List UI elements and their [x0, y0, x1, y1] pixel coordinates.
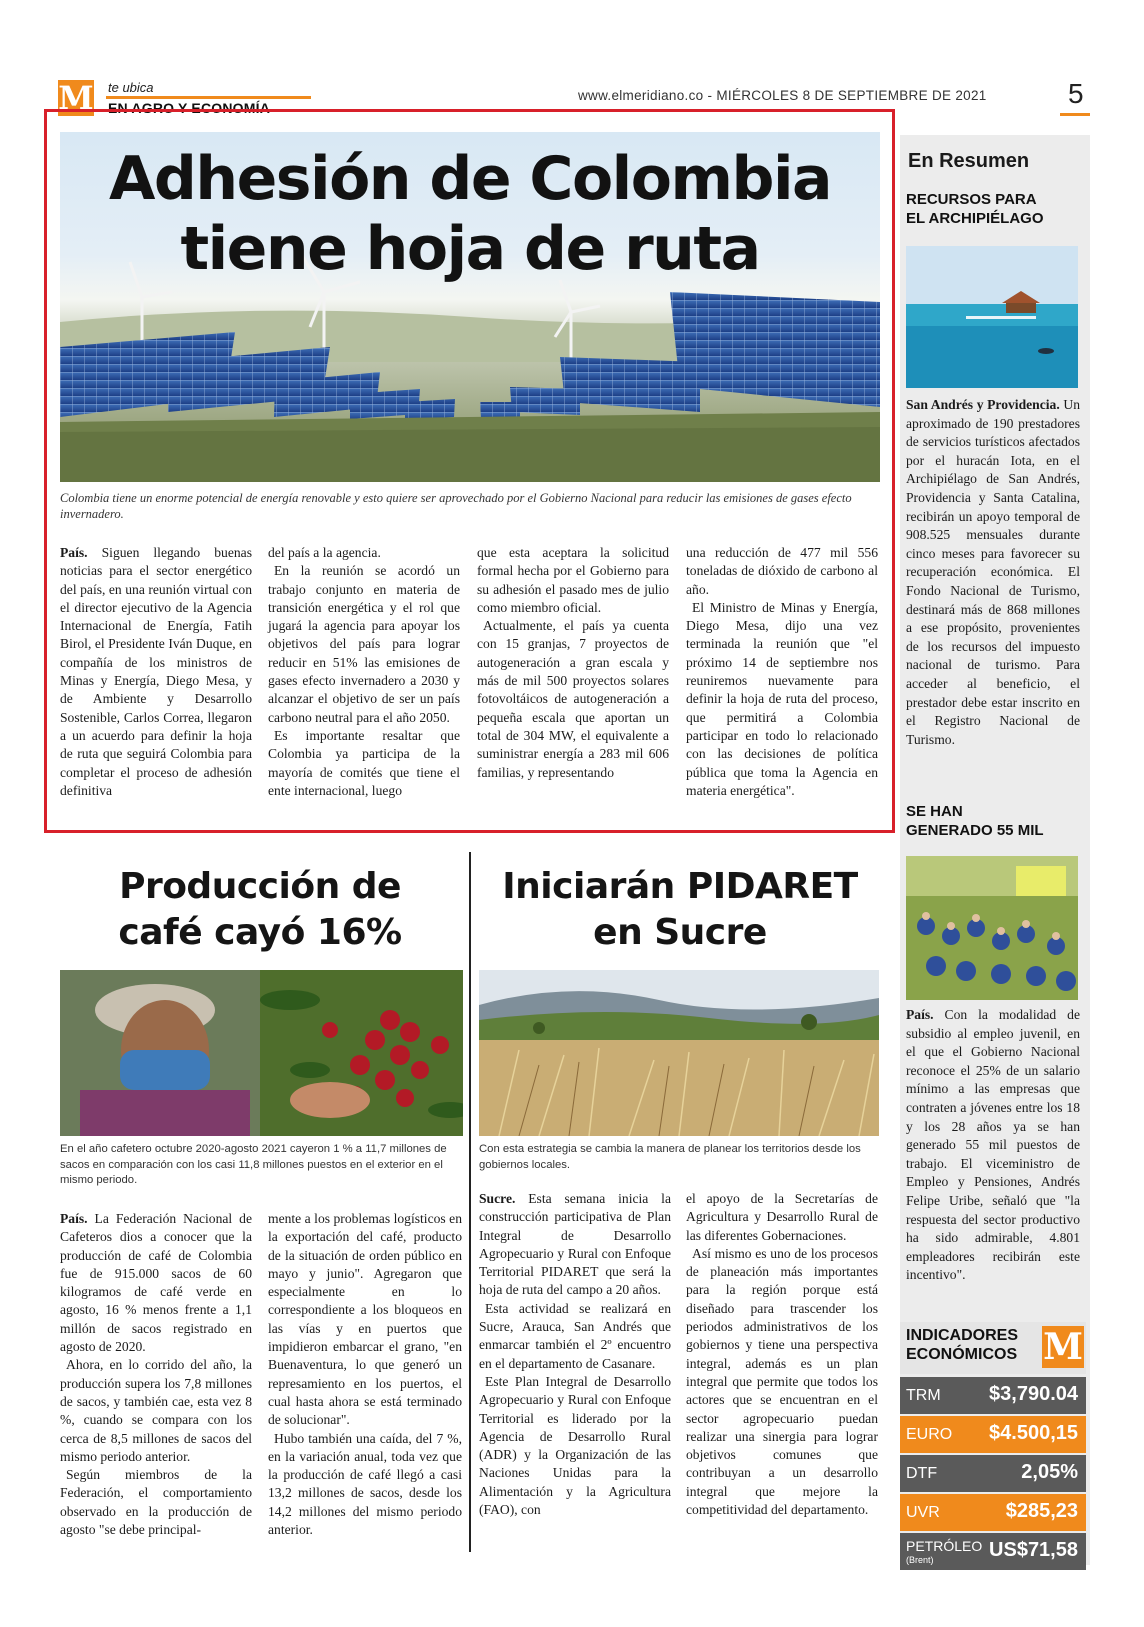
- lead-col4-para2: El Ministro de Minas y Energía, Diego Mesa, dijo una vez terminada la reunión que "el próximo 14 de septiembre nos reuniremos nuevamente para definir la hoja de ruta del proceso, que permitirá a Colombia participar en todo lo relacionado con las decisiones de política pública que toma la Agencia en materia energética".: [686, 599, 878, 798]
- sea-illustration: [906, 246, 1078, 388]
- coffee-col1-text: La Federación Nacional de Cafeteros dios a conocer que la producción de café de Colombia fue de 915.000 sacos de 60 kilogramos de café verde en agosto, 16 % menos frente a 1,1 millón de sacos registrado en agosto de 2020.: [60, 1211, 252, 1355]
- coffee-col1-para3: Según miembros de la Federación, el comportamiento observado en la producción de agosto "se debe principal-: [60, 1467, 252, 1538]
- lead-dateline: País.: [60, 545, 88, 560]
- sidebar-item1-headline: [906, 190, 1044, 228]
- coffee-headline: [60, 864, 460, 956]
- indicator-trm: [900, 1377, 1086, 1414]
- indicator-value: $285,23: [1005, 1500, 1078, 1522]
- column-separator: [469, 852, 471, 1552]
- pidaret-headline-line2: en Sucre: [593, 912, 767, 953]
- indicator-value: $3,790.04: [989, 1383, 1078, 1405]
- indicator-sublabel: (Brent): [906, 1555, 934, 1565]
- coffee-headline-line1: Producción de: [119, 866, 401, 907]
- san-andres-photo: [906, 246, 1078, 388]
- highlight-frame: [44, 109, 895, 833]
- indicators-title-line2: ECONÓMICOS: [906, 1346, 1018, 1363]
- landscape-illustration: [479, 970, 879, 1136]
- pidaret-headline: [480, 864, 880, 956]
- indicators-title: [906, 1326, 1018, 1364]
- section-title: EN AGRO Y ECONOMÍA: [108, 100, 271, 116]
- brand-logo: M: [58, 79, 94, 117]
- sidebar-item2-head-line1: SE HAN: [906, 803, 963, 820]
- coffee-col1-para2: Ahora, en lo corrido del año, la producción supera los 7,8 millones de sacos, y también cae, esta vez 8 %, cuando se compara con los cerca de 8,5 millones de sacos del mismo periodo anterior.: [60, 1357, 252, 1464]
- sidebar-item2-head-line2: GENERADO 55 MIL: [906, 822, 1044, 839]
- lead-col2-para2: En la reunión se acordó un trabajo conjunto en materia de transición energética y el rol que jugará la agencia para apoyar los objetivos del país para lograr reducir en 51% las emisiones de gases efecto invernadero a 2030 y alcanzar el objetivo de ser un país carbono neutral para el año 2050.: [268, 563, 460, 725]
- pidaret-column-1: [479, 1190, 671, 1519]
- indicator-label: TRM: [906, 1387, 941, 1404]
- sidebar-item1-dateline: San Andrés y Providencia.: [906, 397, 1060, 412]
- section-tagline: te ubica: [108, 80, 154, 95]
- coffee-col2-para1: mente a los problemas logísticos en la exportación del café, producto de la situación de orden público en mayo y junio". Agregaron que especialmente en lo correspondiente a los bloqueos en las vías y en puertos que impidieron embarcar el grano, "en Buenaventura, lo que generó un represamiento en los puertos, el cual hasta ahora se está terminado de solucionar".: [268, 1211, 462, 1428]
- lead-col3-para2: Actualmente, el país ya cuenta con 15 granjas, 7 proyectos de autogeneración a gran escala y más de mil 500 proyectos solares fotovoltáicos de autogeneración a pequeña escala que aportan un total de 304 MW, el equivalente a suministrar energía a 283 mil 606 familias, y representando: [477, 618, 669, 780]
- indicator-value: 2,05%: [1021, 1461, 1078, 1483]
- lead-col3-para1: que esta aceptara la solicitud formal hecha por el Gobierno para su adhesión el pasado mes de julio como miembro oficial.: [477, 545, 669, 615]
- lead-col1-text: Siguen llegando buenas noticias para el sector energético del país, en una reunión virtual con el director ejecutivo de la Agencia Internacional de Energía, Fatih Birol, el Presidente Iván Duque, en compañía de los ministros de Minas y Energía, Diego Mesa, y de Ambiente y Desarrollo Sostenible, Carlos Correa, llegaron a un acuerdo para definir la hoja de ruta que seguirá Colombia para completar el proceso de adhesión definitiva: [60, 545, 252, 798]
- indicators-logo: M: [1043, 1326, 1083, 1368]
- pidaret-dateline: Sucre.: [479, 1191, 516, 1206]
- sidebar-item1-head-line1: RECURSOS PARA: [906, 191, 1037, 208]
- lead-col2-para3: Es importante resaltar que Colombia ya participa de la mayoría de comités que tiene el ente internacional, luego: [268, 727, 460, 798]
- pidaret-column-2: [686, 1190, 878, 1519]
- sidebar-item2-headline: [906, 802, 1044, 840]
- sidebar-title: En Resumen: [908, 150, 1030, 172]
- sidebar-item2-body: [906, 1006, 1080, 1285]
- coffee-column-2: [268, 1210, 462, 1539]
- lead-headline-line2: tiene hoja de ruta: [180, 214, 760, 284]
- sidebar-item2-text: Con la modalidad de subsidio al empleo juvenil, en el que el Gobierno Nacional reconoce el 25% de un salario mínimo a las empresas que contraten a jóvenes entre los 18 y los 28 años ya se han generado 55 mil puestos de trabajo. El viceministro de Empleo y Pensiones, Andrés Felipe Uribe, señaló que "la respuesta del sector productivo ha sido admirable, 4.801 empleadores recibirán este incentivo".: [906, 1007, 1080, 1283]
- coffee-farmer-photo: [60, 970, 463, 1136]
- coffee-caption: En el año cafetero octubre 2020-agosto 2021 cayeron 1 % a 11,7 millones de sacos en comparación con los casi 11,8 millones puestos en el exterior en el mismo periodo.: [60, 1143, 447, 1186]
- landscape-photo: [479, 970, 879, 1136]
- coffee-col2-para2: Hubo también una caída, del 7 %, en la variación anual, toda vez que la producción de café llegó a casi 13,2 millones de sacos, desde los 14,2 millones del mismo periodo anterior.: [268, 1430, 462, 1538]
- pidaret-headline-line1: Iniciarán PIDARET: [502, 866, 858, 907]
- lead-headline-line1: Adhesión de Colombia: [109, 144, 831, 214]
- pidaret-col2-para1: el apoyo de la Secretarías de Agricultura y Desarrollo Rural de las diferentes Gobernaciones.: [686, 1191, 878, 1243]
- indicator-dtf: [900, 1455, 1086, 1492]
- dateline: www.elmeridiano.co - MIÉRCOLES 8 DE SEPTIEMBRE DE 2021: [578, 88, 987, 103]
- page-number-rule: [1060, 113, 1090, 116]
- crowd-illustration: [906, 856, 1078, 1000]
- header-rule: [106, 96, 311, 99]
- indicators-title-line1: INDICADORES: [906, 1327, 1019, 1344]
- sidebar-item1-text: Un aproximado de 190 prestadores de servicios turísticos afectados por el huracán Iota, en el Archipiélago de San Andrés, Providencia y Santa Catalina, recibirán un apoyo temporal de 908.525 mensuales durante cinco meses para favorecer su recuperación económica. El Fondo Nacional de Turismo, destinará más de 868 millones a ese propósito, provenientes de los recursos del impuesto nacional de turismo. Para acceder al beneficio, el prestador debe estar inscrito en el Registro Nacional de Turismo.: [906, 397, 1080, 747]
- indicator-value: $4.500,15: [989, 1422, 1078, 1444]
- pidaret-col1-para3: Este Plan Integral de Desarrollo Agropecuario y Rural con Enfoque Territorial es liderado por la Agencia de Desarrollo Rural (ADR) y la Organización de las Naciones Unidas para la Alimentación y la Agricultura (FAO), con: [479, 1373, 671, 1518]
- lead-photo-caption: Colombia tiene un enorme potencial de energía renovable y esto quiere ser aprovechado por el Gobierno Nacional para reducir las emisiones de gases efecto invernadero.: [60, 491, 852, 521]
- coffee-dateline: País.: [60, 1211, 88, 1226]
- pidaret-col2-para2: Así mismo es uno de los procesos de planeación más importantes para la región porque está diseñado para trascender los periodos administrativos de los gobiernos y tiene una perspectiva integral, además es un plan integral que permite que todos los actores que se encuentran en el sector agropecuario puedan realizar una sinergia para lograr objetivos comunes que contribuyan a un desarrollo integral que mejore la competitividad del departamento.: [686, 1245, 878, 1518]
- lead-col2-para1: del país a la agencia.: [268, 545, 381, 560]
- sidebar-item1-body: [906, 396, 1080, 749]
- indicator-label: EURO: [906, 1426, 953, 1443]
- indicator-label: PETRÓLEO: [906, 1538, 983, 1554]
- pidaret-col1-para2: Esta actividad se realizará en Sucre, Arauca, San Andrés que enmarcar también el 2º encuentro en el departamento de Casanare.: [479, 1300, 671, 1371]
- indicator-value: US$71,58: [989, 1539, 1078, 1561]
- lead-col4-para1: una reducción de 477 mil 556 toneladas de dióxido de carbono al año.: [686, 545, 878, 597]
- indicator-label: UVR: [906, 1504, 940, 1521]
- coffee-column-1: [60, 1210, 252, 1539]
- indicator-label: DTF: [906, 1465, 938, 1482]
- sidebar-item1-head-line2: EL ARCHIPIÉLAGO: [906, 210, 1044, 227]
- pidaret-caption: Con esta estrategia se cambia la manera de planear los territorios desde los gobiernos locales.: [479, 1143, 861, 1171]
- pidaret-col1-text: Esta semana inicia la construcción participativa de Plan Integral de Desarrollo Agropecuario y Rural con Enfoque Territorial PIDARET que será la hoja de ruta del campo a 20 años.: [479, 1191, 671, 1298]
- indicator-petroleo: [900, 1533, 1086, 1570]
- page-number: 5: [1068, 78, 1084, 109]
- employment-office-photo: [906, 856, 1078, 1000]
- sidebar-item2-dateline: País.: [906, 1007, 934, 1022]
- coffee-headline-line2: café cayó 16%: [118, 912, 402, 953]
- indicator-uvr: [900, 1494, 1086, 1531]
- indicator-euro: [900, 1416, 1086, 1453]
- coffee-illustration: [60, 970, 463, 1136]
